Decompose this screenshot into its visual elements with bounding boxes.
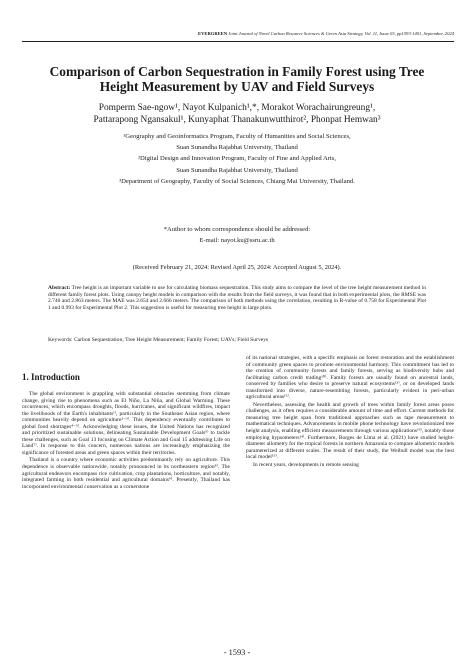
body-paragraph: Nevertheless, assessing the health and growth of trees within family forest areas poses challenges, as it often requires a considerable amount of time and effort. Current methods for measuring tree height span from traditional approaches such as tape measurement to mathematical techniques. Advancements in mobile phone technology have revolutionized tree height analysis, enabling efficient measurements through various applications¹³⁾, notably those employing hypsometers¹⁴⁾. Furthermore, Borges de Lima et al. (2021) have studied height-diameter allometry for the tropical forests in northern Amazonia to compare allometric models parameterized at different scales. The result of their study, the Weibull model was the best local model¹⁵⁾. bbox=[246, 401, 455, 461]
body-paragraph: of its national strategies, with a specific emphasis on forest restoration and the establishment of community green spaces to promote environmental harmony. This commitment has led to the creation of community forests and family forests, serving as biodiversity hubs and facilitating carbon credit trading¹⁰⁾. Family forests are usually found on ancestral lands, conserved by families who desire to preserve natural ecosystems¹¹⁾, or on developed lands transformed into diverse, nature-resembling forests, particularly evident in peri-urban agricultural areas¹²⁾. bbox=[246, 355, 454, 401]
section-heading: 1. Introduction bbox=[22, 372, 80, 382]
running-header bbox=[22, 31, 454, 36]
page-number: - 1593 - bbox=[223, 648, 251, 657]
body-paragraph: Thailand is a country where economic activities predominantly rely on agriculture. This dependence is observable nationwide, notably pronounced in its northeastern region⁸⁾. The agricultural endeavors encompass rice cultivation, crop plantations, horticulture, and notably, integrated farming in both residential and agricultural domains⁹⁾. Presently, Thailand has incorporated environmental conservation as a cornerstone bbox=[22, 457, 230, 490]
header-rule bbox=[22, 41, 454, 42]
journal-details: Joint Journal of Novel Carbon Resource Sciences & Green Asia Strategy, Vol. 11, Issue 03, pp1593-1401, September, 2024 bbox=[227, 31, 454, 36]
left-column bbox=[22, 391, 230, 490]
authors-line-1: Pomperm Sae-ngow¹, Nayot Kulpanich¹,*, Morakot Worachairungreung¹, bbox=[98, 103, 376, 113]
abstract-text: Tree height is an important variable to use for calculating biomass sequestration. This study aims to compare the level of the tree height measurement method in different family forest plots. Using canopy height models in comparison with the results from the field surveys, it was found that in both experimental plots, the RMSE was 2.740 and 2.863 meters. The MAE was 2.654 and 2.666 meters. The comparison of both methods using the correlation, resulting in R-value of 0.758 for Experimental Plot 1 and 0.993 for Experimental Plot 2. This suggestion is useful for measuring tree height in large plots. bbox=[48, 285, 426, 311]
affiliation-line: ²Digital Design and Innovation Program, Faculty of Fine and Applied Arts, bbox=[138, 155, 336, 163]
article-dates: (Received February 21, 2024: Revised April 25, 2024: Accepted August 5, 2024). bbox=[132, 264, 342, 271]
affiliation-line: ¹Geography and Geoinformatics Program, Faculty of Humanities and Social Sciences, bbox=[123, 133, 351, 140]
affiliation-line: ³Department of Geography, Faculty of Social Sciences, Chiang Mai University, Thailand. bbox=[119, 177, 355, 185]
correspondence-note: *Author to whom correspondence should be addressed: bbox=[163, 226, 311, 233]
abstract bbox=[48, 285, 426, 311]
author-list bbox=[30, 102, 444, 126]
correspondence-email[interactable]: E-mail: nayot.ku@ssru.ac.th bbox=[199, 236, 275, 244]
affiliation-line: Suan Sunandha Rajabhat University, Thailand bbox=[176, 166, 298, 174]
affiliations bbox=[30, 131, 444, 187]
body-paragraph: The global environment is grappling with substantial obstacles stemming from climate change, giving rise to phenomena such as El Niño, La Niña, and Global Warming. These occurrences, which encompass droughts, floods, hurricanes, and significant wildfires, impact the livelihoods of the Earth's inhabitants¹⁾, particularly in the Southeast Asian region, where communities heavily depend on agriculture²⁻³⁾. This dependency eventually contributes to global food shortages⁴⁻⁵⁾. Acknowledging these issues, the United Nations has recognized and prioritized sustainable solutions, delineating Sustainable Development Goals⁶⁾ to tackle these challenges, such as Goal 13 focusing on Climate Action and Goal 15 addressing Life on Land⁷⁾. In response to this concern, numerous nations are increasingly emphasizing the significance of forested areas and green spaces within their territories. bbox=[22, 391, 230, 456]
authors-line-2: Pattarapong Ngansakul¹, Kunyaphat Thanakunwutthirot², Phonpat Hemwan³ bbox=[93, 115, 381, 125]
paper-title: Comparison of Carbon Sequestration in Family Forest using Tree Height Measurement by UAV and Field Surveys bbox=[49, 64, 425, 95]
right-column bbox=[246, 355, 454, 468]
keywords: Keywords: Carbon Sequestration; Tree Height Measurement; Family Forest; UAVs; Field Surveys bbox=[48, 337, 269, 343]
abstract-label: Abstract: bbox=[48, 285, 71, 291]
journal-name: EVERGREEN bbox=[198, 31, 228, 36]
body-paragraph: In recent years, developments in remote sensing bbox=[253, 461, 359, 468]
affiliation-line: Suan Sunandha Rajabhat University, Thailand bbox=[176, 144, 298, 152]
correspondence bbox=[30, 225, 444, 246]
